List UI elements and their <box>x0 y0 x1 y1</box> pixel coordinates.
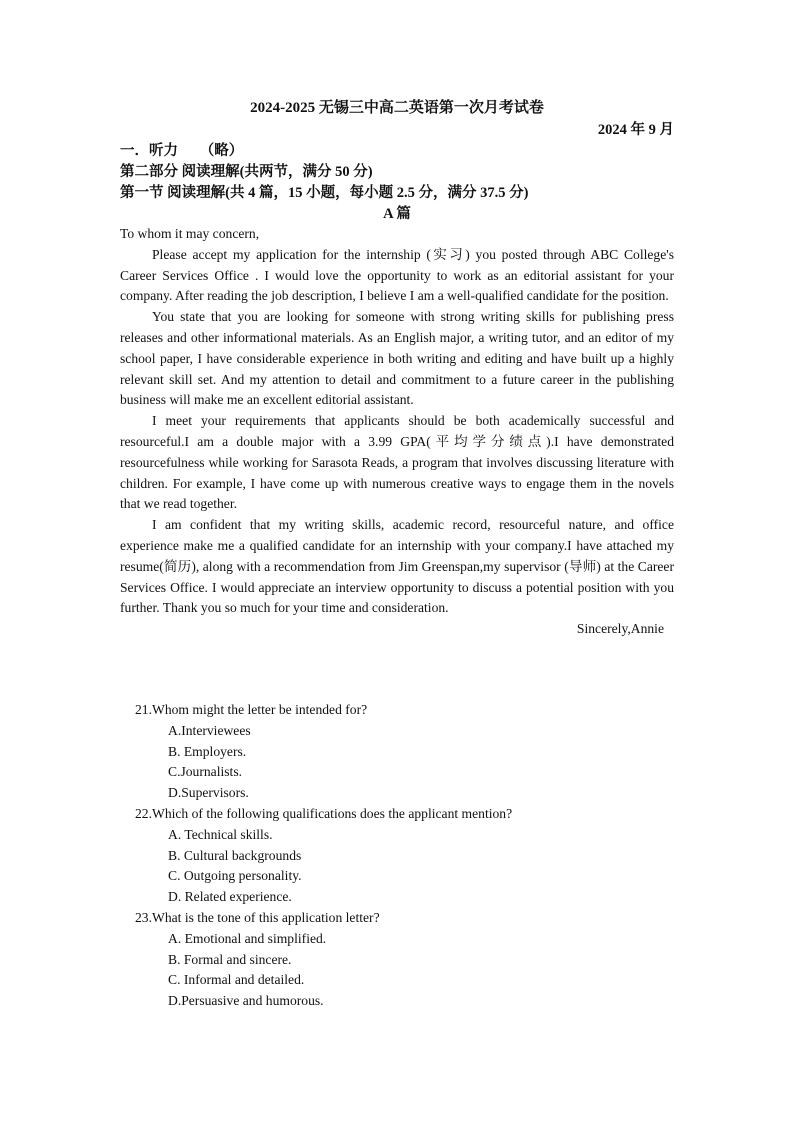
question-22-option-b: B. Cultural backgrounds <box>168 847 302 863</box>
question-23-option-b: B. Formal and sincere. <box>168 951 292 967</box>
question-21-option-d: D.Supervisors. <box>168 785 249 801</box>
exam-title: 2024-2025 无锡三中高二英语第一次月考试卷 <box>250 100 544 116</box>
question-23-option-a: A. Emotional and simplified. <box>168 930 327 946</box>
listening-section-heading: 一．听力 （略） <box>120 143 244 159</box>
letter-signoff: Sincerely,Annie <box>576 621 664 637</box>
question-23-option-c: C. Informal and detailed. <box>168 972 305 988</box>
question-23-option-d: D.Persuasive and humorous. <box>168 993 324 1009</box>
question-22-stem: 22.Which of the following qualifications does the applicant mention? <box>135 805 513 821</box>
paragraph-3: I meet your requirements that applicants should be both academically successful and resourceful.I am a double major with a 3.99 GPA(平均学分绩点).I have demonstrated resourcefulness while working for Sarasota Reads, a program that involves discussing literature with children. For example, I have come up with numerous creative ways to engage them in the novels that we read together. <box>120 413 674 512</box>
question-21-option-c: C.Journalists. <box>168 764 243 780</box>
paragraph-1: Please accept my application for the internship (实习) you posted through ABC College's Career Services Office . I would love the opportunity to work as an editorial assistant for your company. After reading the job description, I believe I am a well-qualified candidate for the position. <box>120 246 674 304</box>
passage-title: A 篇 <box>383 206 411 222</box>
question-21-option-b: B. Employers. <box>168 743 247 759</box>
part2-heading: 第二部分 阅读理解(共两节，满分 50 分) <box>120 164 373 180</box>
paragraph-4: I am confident that my writing skills, academic record, resourceful nature, and office experience make me a qualified candidate for an internship with your company.I have attached my resume(简历), along with a recommendation from Jim Greenspan,my supervisor (导师) at the Career Services Office. I would appreciate an interview opportunity to discuss a potential position with you further. Thank you so much for your time and consideration. <box>120 517 674 616</box>
question-23-stem: 23.What is the tone of this application letter? <box>135 909 380 925</box>
question-list <box>135 700 512 1012</box>
question-22-option-c: C. Outgoing personality. <box>168 868 302 884</box>
question-22-option-a: A. Technical skills. <box>168 826 273 842</box>
section1-heading: 第一节 阅读理解(共 4 篇，15 小题，每小题 2.5 分，满分 37.5 分) <box>120 185 529 201</box>
question-21-option-a: A.Interviewees <box>168 722 251 738</box>
exam-date: 2024 年 9 月 <box>597 122 674 138</box>
paragraph-2: You state that you are looking for someone with strong writing skills for publishing press releases and other informational materials. As an English major, a writing tutor, and an editor of my school paper, I have considerable experience in both writing and editing and have built up a highly relevant skill set. And my attention to detail and commitment to a future career in the publishing business will make me an excellent editorial assistant. <box>120 309 674 408</box>
question-22-option-d: D. Related experience. <box>168 889 292 905</box>
passage-body <box>120 224 674 640</box>
question-21-stem: 21.Whom might the letter be intended for? <box>135 702 368 717</box>
letter-greeting: To whom it may concern, <box>120 226 260 241</box>
